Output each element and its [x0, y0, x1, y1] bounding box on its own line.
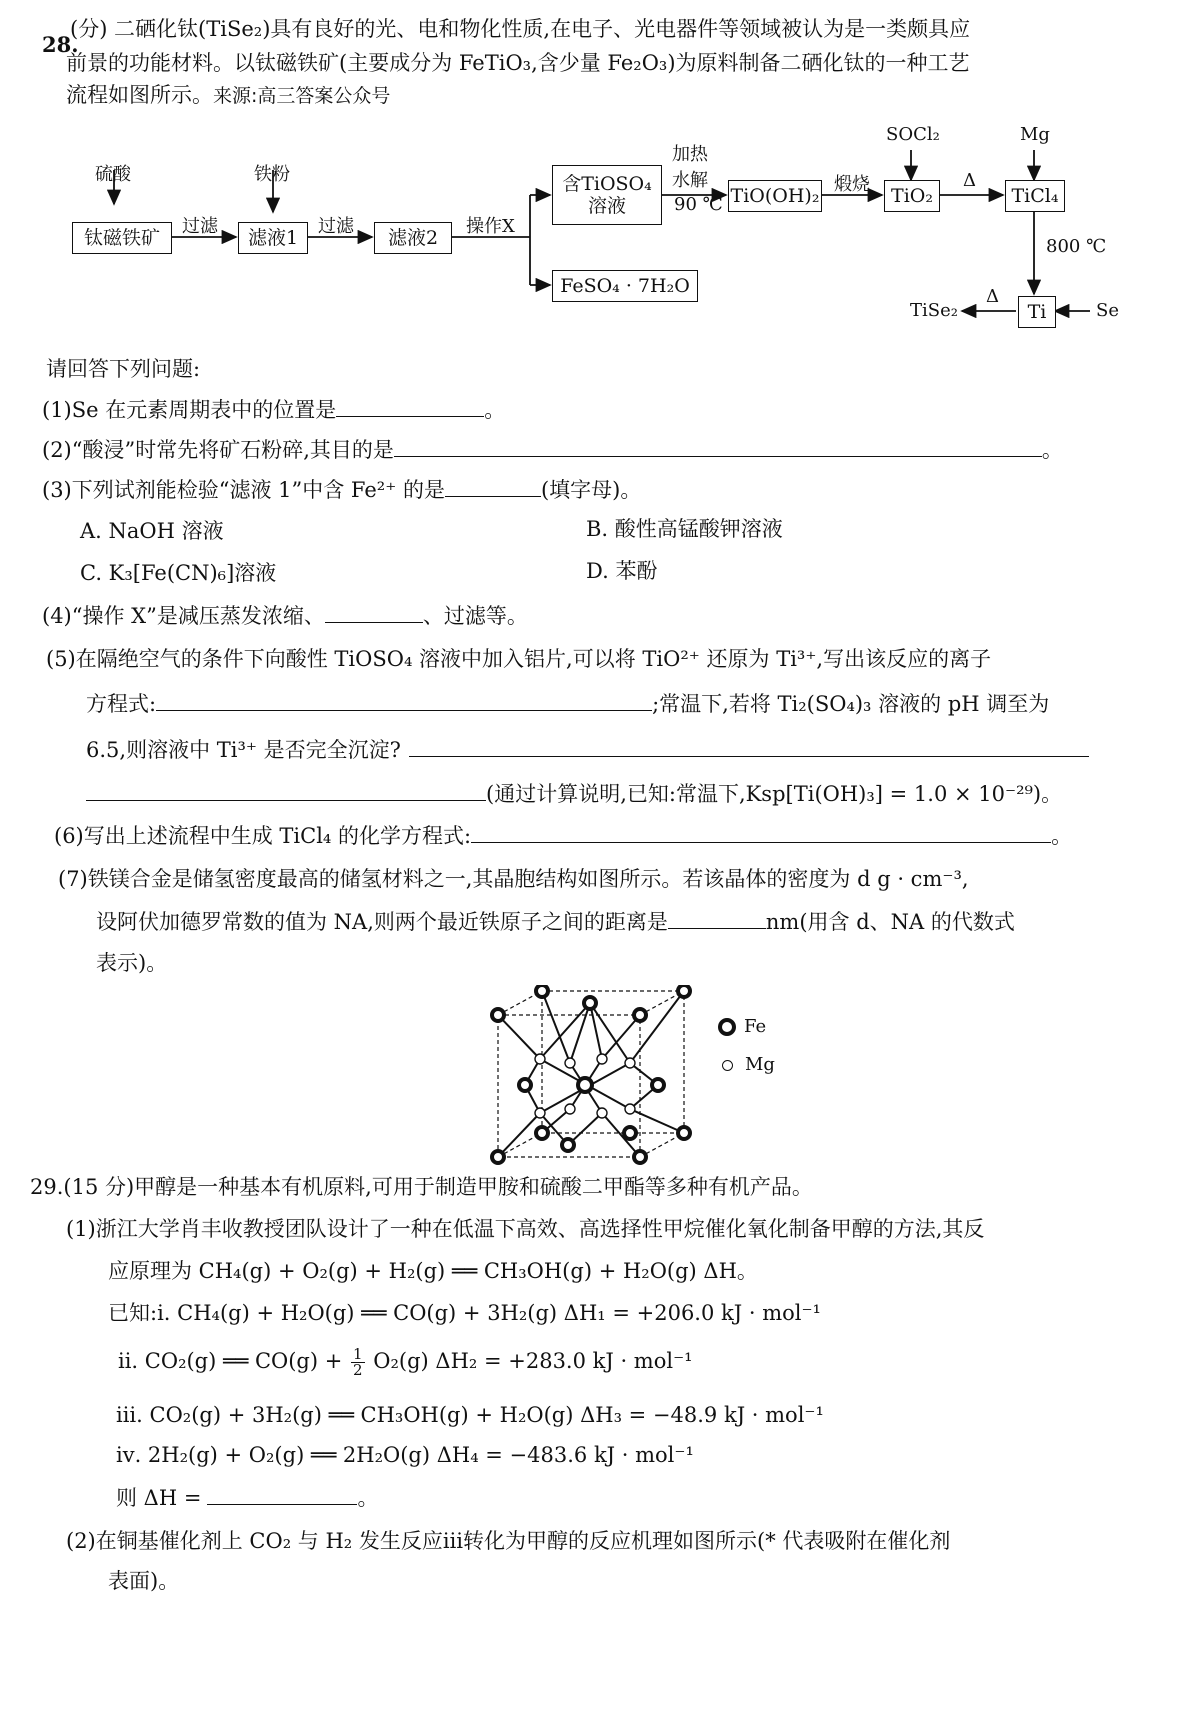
half-fraction: [351, 1347, 365, 1378]
label-heat: 加热: [672, 144, 708, 165]
box-ticl4: TiCl₄: [1005, 180, 1065, 212]
fraction-denominator: 2: [353, 1361, 363, 1379]
label-calcine: 煅烧: [834, 174, 870, 195]
legend-fe: [718, 1012, 766, 1042]
q29-part2-line1: (2)在铜基催化剂上 CO₂ 与 H₂ 发生反应ⅲ转化为甲醇的反应机理如图所示(* 代表吸附在催化剂: [66, 1529, 951, 1553]
box-ore: 钛磁铁矿: [72, 222, 172, 254]
q29-known-iii: ⅲ. CO₂(g) + 3H₂(g) ══ CH₃OH(g) + H₂O(g) ΔH₃ = −48.9 kJ · mol⁻¹: [116, 1403, 824, 1427]
q28-part1: (1)Se 在元素周期表中的位置是 。: [42, 394, 505, 425]
q28-part7-unit: nm(用含 d、NA 的代数式: [765, 910, 1015, 934]
q28-part7-text: 设阿伏加德罗常数的值为 NA,则两个最近铁原子之间的距离是: [96, 910, 668, 934]
box-tioso4-solution: [552, 165, 662, 225]
q28-part5-ph-text: ;常温下,若将 Ti₂(SO₄)₃ 溶液的 pH 调至为: [652, 692, 1050, 716]
q28-part3-tail: (填字母)。: [540, 478, 642, 502]
q29-then: 则 ΔH = 。: [116, 1482, 378, 1513]
q28-prompt: 请回答下列问题:: [46, 357, 201, 381]
q28-part7-line2: [96, 906, 1015, 937]
q28-part4: [42, 600, 528, 631]
q29-known-i: 已知:ⅰ. CH₄(g) + H₂O(g) ══ CO(g) + 3H₂(g) ΔH₁ = +206.0 kJ · mol⁻¹: [108, 1301, 821, 1325]
q29-header: 29.(15 分)甲醇是一种基本有机原料,可用于制造甲胺和硫酸二甲酯等多种有机产品。: [30, 1175, 813, 1199]
q28-part4-text: (4)“操作 X”是减压蒸发浓缩、: [42, 604, 325, 628]
legend-mg-label: Mg: [745, 1054, 775, 1075]
q29-known-ii: [118, 1346, 693, 1378]
crystal-cell-diagram: [480, 985, 720, 1165]
q28-part5-line1: (5)在隔绝空气的条件下向酸性 TiOSO₄ 溶液中加入铝片,可以将 TiO²⁺ 还原为 Ti³⁺,写出该反应的离子: [46, 647, 992, 671]
answer-blank-6[interactable]: [471, 820, 1051, 843]
answer-blank-29-1[interactable]: [207, 1482, 357, 1505]
option-d: D. 苯酚: [586, 559, 658, 583]
label-tise2: TiSe₂: [910, 300, 958, 321]
known-ii-right: O₂(g) ΔH₂ = +283.0 kJ · mol⁻¹: [373, 1349, 693, 1373]
q28-number: 28.: [42, 32, 79, 57]
q28-part5-line4: [86, 778, 1062, 809]
label-delta-1: Δ: [963, 170, 976, 191]
box-tiooh2: TiO(OH)₂: [728, 180, 822, 212]
q28-part3: [42, 474, 641, 505]
label-delta-2: Δ: [986, 286, 999, 307]
answer-blank-4[interactable]: [325, 600, 423, 623]
legend-fe-label: Fe: [744, 1016, 767, 1037]
mg-legend-icon: [722, 1060, 733, 1071]
option-b: B. 酸性高锰酸钾溶液: [586, 517, 783, 541]
box-filtrate-2: 滤液2: [374, 222, 452, 254]
fraction-numerator: 1: [353, 1345, 363, 1363]
box-filtrate-1: 滤液1: [238, 222, 308, 254]
q28-part5-line2: [86, 688, 1049, 719]
label-hydrolysis: 水解: [672, 170, 708, 191]
q28-part5-question: 6.5,则溶液中 Ti³⁺ 是否完全沉淀?: [86, 738, 401, 762]
q28-part2: (2)“酸浸”时常先将矿石粉碎,其目的是 。: [42, 434, 1063, 465]
option-a: A. NaOH 溶液: [80, 519, 224, 543]
q28-intro-line-2: 前景的功能材料。以钛磁铁矿(主要成分为 FeTiO₃,含少量 Fe₂O₃)为原料制备二硒化钛的一种工艺: [66, 51, 970, 75]
tioso4-line-2: 溶液: [587, 195, 626, 217]
source-note: 来源:高三答案公众号: [213, 85, 391, 107]
q28-intro-text: 流程如图所示。: [66, 83, 213, 107]
q28-part5-ksp: (通过计算说明,已知:常温下,Ksp[Ti(OH)₃] = 1.0 × 10⁻²⁹)。: [486, 782, 1063, 806]
box-tio2: TiO₂: [884, 180, 940, 212]
known-ii-left: ⅱ. CO₂(g) ══ CO(g) +: [118, 1349, 343, 1373]
label-socl2: SOCl₂: [886, 124, 940, 145]
label-sulfuric-acid: 硫酸: [95, 164, 131, 185]
q29-then-text: 则 ΔH =: [116, 1486, 202, 1510]
answer-blank-1[interactable]: [336, 394, 484, 417]
tioso4-line-1: 含TiOSO₄: [562, 173, 652, 195]
label-filter-1: 过滤: [182, 216, 218, 237]
label-operation-x: 操作X: [466, 216, 515, 237]
q28-part5-eq-label: 方程式:: [86, 692, 157, 716]
q28-part7-line1: (7)铁镁合金是储氢密度最高的储氢材料之一,其晶胞结构如图所示。若该晶体的密度为 d g · cm⁻³,: [58, 867, 969, 891]
q29-part2-line2: 表面)。: [108, 1569, 180, 1593]
label-temp-90: 90 ℃: [674, 194, 723, 215]
q28-part5-line3: [86, 734, 1089, 765]
answer-blank-5a[interactable]: [156, 688, 652, 711]
q28-part3-text: (3)下列试剂能检验“滤液 1”中含 Fe²⁺ 的是: [42, 478, 445, 502]
q28-part7-line3: 表示)。: [96, 951, 168, 975]
q28-part4-tail: 、过滤等。: [422, 604, 528, 628]
q29-part1-line1: (1)浙江大学肖丰收教授团队设计了一种在低温下高效、高选择性甲烷催化氧化制备甲醇的方法,其反: [66, 1217, 985, 1241]
answer-blank-3[interactable]: [445, 474, 541, 497]
label-se: Se: [1096, 300, 1119, 321]
q28-part1-text: (1)Se 在元素周期表中的位置是: [42, 398, 337, 422]
q28-part6-text: (6)写出上述流程中生成 TiCl₄ 的化学方程式:: [54, 824, 472, 848]
fe-legend-icon: [718, 1018, 736, 1036]
q29-known-iv: ⅳ. 2H₂(g) + O₂(g) ══ 2H₂O(g) ΔH₄ = −483.6 kJ · mol⁻¹: [116, 1443, 694, 1467]
box-feso4: FeSO₄ · 7H₂O: [552, 270, 698, 302]
label-iron-powder: 铁粉: [254, 164, 290, 185]
box-ti: Ti: [1018, 296, 1056, 328]
answer-blank-5b[interactable]: [409, 734, 1089, 757]
q28-intro-line-1: (分) 二硒化钛(TiSe₂)具有良好的光、电和物化性质,在电子、光电器件等领域被认为是一类颇具应: [70, 17, 971, 41]
q29-part1-line2: 应原理为 CH₄(g) + O₂(g) + H₂(g) ══ CH₃OH(g) + H₂O(g) ΔH。: [108, 1259, 758, 1283]
answer-blank-2[interactable]: [394, 434, 1042, 457]
q28-part6: (6)写出上述流程中生成 TiCl₄ 的化学方程式: 。: [54, 820, 1072, 851]
answer-blank-7[interactable]: [668, 906, 766, 929]
option-c: C. K₃[Fe(CN)₆]溶液: [80, 561, 277, 585]
answer-blank-5c[interactable]: [86, 778, 486, 801]
label-filter-2: 过滤: [318, 216, 354, 237]
q28-part2-text: (2)“酸浸”时常先将矿石粉碎,其目的是: [42, 438, 394, 462]
label-mg: Mg: [1020, 124, 1050, 145]
legend-mg: [718, 1050, 775, 1080]
label-temp-800: 800 ℃: [1046, 236, 1107, 257]
